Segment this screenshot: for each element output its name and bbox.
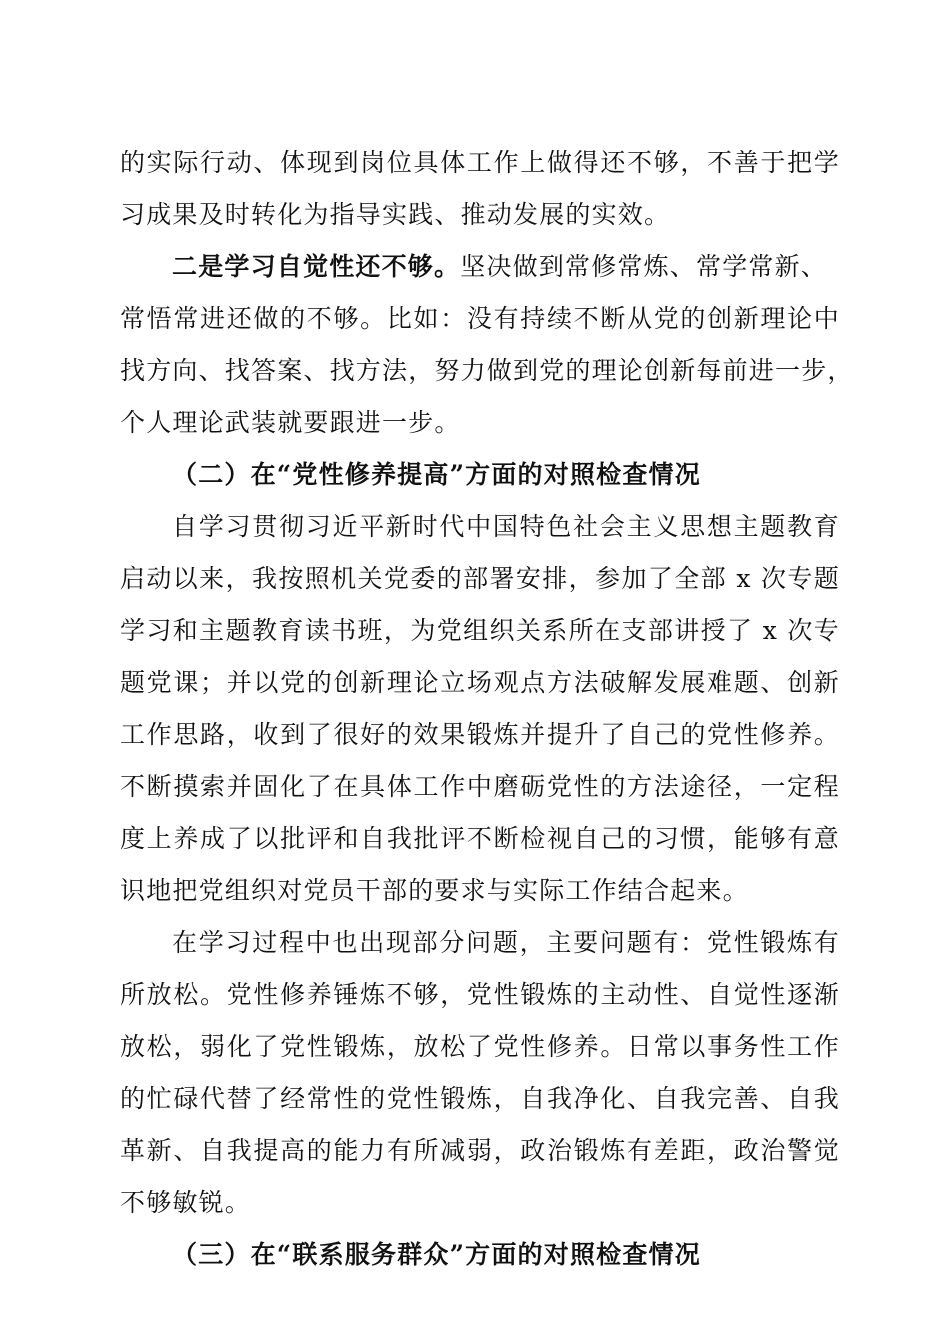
text-line: 工作思路，收到了很好的效果锻炼并提升了自己的党性修养。	[120, 720, 840, 749]
text-line: 在学习过程中也出现部分问题，主要问题有：党性锻炼有	[172, 928, 840, 957]
paragraph-lead-bold: 二是学习自觉性还不够。	[172, 252, 461, 281]
text-line: 所放松。党性修养锤炼不够，党性锻炼的主动性、自觉性逐渐	[120, 980, 840, 1009]
text-line: 个人理论武装就要跟进一步。	[120, 408, 461, 437]
text-line: 的忙碌代替了经常性的党性锻炼，自我净化、自我完善、自我	[120, 1084, 840, 1113]
text-line: 启动以来，我按照机关党委的部署安排，参加了全部 x 次专题	[120, 564, 840, 593]
text-line: 自学习贯彻习近平新时代中国特色社会主义思想主题教育	[172, 512, 840, 541]
text-line: 找方向、找答案、找方法，努力做到党的理论创新每前进一步，	[120, 356, 854, 385]
text-line: 常悟常进还做的不够。比如：没有持续不断从党的创新理论中	[120, 304, 840, 333]
paragraph-lead-rest: 坚决做到常修常炼、常学常新、	[460, 252, 828, 281]
section-heading-2: （二）在“党性修养提高”方面的对照检查情况	[172, 460, 701, 489]
text-line: 革新、自我提高的能力有所减弱，政治锻炼有差距，政治警觉	[120, 1136, 840, 1165]
text-line: 度上养成了以批评和自我批评不断检视自己的习惯，能够有意	[120, 824, 840, 853]
text-line: 不断摸索并固化了在具体工作中磨砺党性的方法途径，一定程	[120, 772, 840, 801]
text-line: 题党课；并以党的创新理论立场观点方法破解发展难题、创新	[120, 668, 840, 697]
text-line: 习成果及时转化为指导实践、推动发展的实效。	[120, 200, 671, 229]
section-heading-3: （三）在“联系服务群众”方面的对照检查情况	[172, 1240, 701, 1269]
text-line: 的实际行动、体现到岗位具体工作上做得还不够，不善于把学	[120, 148, 840, 177]
paragraph-lead	[172, 249, 840, 285]
text-line: 放松，弱化了党性锻炼，放松了党性修养。日常以事务性工作	[120, 1032, 840, 1061]
text-line: 不够敏锐。	[120, 1188, 252, 1217]
text-line: 学习和主题教育读书班，为党组织关系所在支部讲授了 x 次专	[120, 616, 840, 645]
text-line: 识地把党组织对党员干部的要求与实际工作结合起来。	[120, 876, 749, 905]
